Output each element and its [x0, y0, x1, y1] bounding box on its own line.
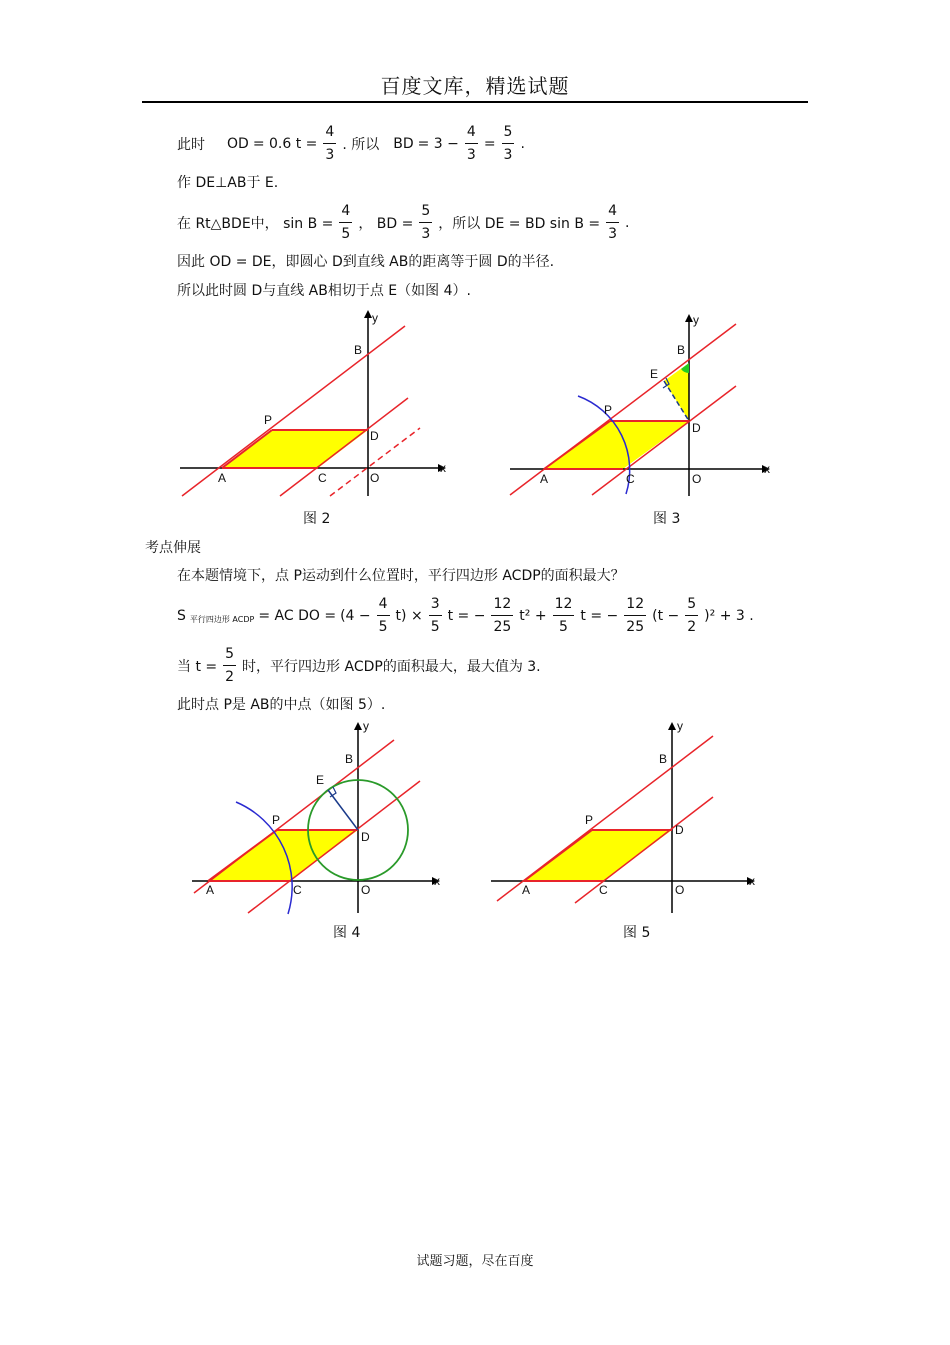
numerator: 5	[419, 200, 432, 223]
denominator: 2	[225, 669, 235, 685]
page-footer: 试题习题，尽在百度	[416, 1254, 534, 1269]
text: OD	[227, 135, 249, 152]
fraction	[624, 593, 646, 638]
figure-2	[170, 308, 460, 503]
numerator: 4	[323, 121, 336, 144]
label-a: A	[218, 471, 227, 485]
text: BD	[393, 135, 414, 152]
line-de: 作 DE⊥AB于 E.	[177, 175, 279, 191]
label-x: x	[749, 874, 755, 888]
label-c: C	[318, 471, 327, 485]
text: = 0.6 t =	[252, 135, 318, 152]
parallelogram-acdp	[208, 830, 358, 881]
text: )² + 3 .	[704, 607, 754, 624]
figure-4	[180, 718, 450, 918]
label-c: C	[293, 883, 302, 897]
figure-4-caption: 图 4	[333, 925, 361, 941]
label-d: D	[361, 830, 370, 844]
text: S	[177, 607, 186, 624]
figure-2-caption: 图 2	[303, 511, 331, 527]
text: 此时	[177, 136, 205, 153]
numerator: 4	[377, 593, 390, 616]
numerator: 5	[223, 643, 236, 666]
midpoint-statement: 此时点 P是 AB的中点（如图 5）.	[177, 697, 386, 713]
label-p: P	[272, 813, 281, 827]
header-rule	[142, 101, 808, 103]
fraction	[606, 200, 619, 245]
text: 时，平行四边形 ACDP的面积最大，最大值为 3.	[242, 658, 541, 675]
label-a: A	[206, 883, 215, 897]
y-arrow	[685, 314, 693, 322]
parallelogram-acdp	[544, 421, 689, 469]
denominator: 3	[421, 226, 431, 242]
denominator: 5	[378, 619, 388, 635]
fraction	[323, 121, 336, 166]
area-formula	[177, 593, 754, 638]
denominator: 25	[493, 619, 512, 635]
label-p: P	[585, 813, 594, 827]
denominator: 5	[341, 226, 351, 242]
label-x: x	[764, 462, 770, 476]
text: = 3 −	[417, 135, 459, 152]
numerator: 12	[624, 593, 646, 616]
figure-3	[500, 308, 790, 503]
fraction	[685, 593, 698, 638]
fraction	[429, 593, 442, 638]
numerator: 5	[685, 593, 698, 616]
label-o: O	[692, 472, 702, 486]
figure-3-caption: 图 3	[653, 511, 681, 527]
text: . 所以	[342, 136, 380, 153]
label-d: D	[370, 429, 379, 443]
numerator: 12	[491, 593, 513, 616]
label-e: E	[650, 367, 659, 381]
denominator: 3	[466, 147, 476, 163]
label-c: C	[626, 472, 635, 486]
line-od	[177, 121, 525, 166]
label-c: C	[599, 883, 608, 897]
subscript: 平行四边形 ACDP	[189, 615, 255, 624]
text: ，所以 DE = BD sin B =	[438, 215, 601, 232]
fraction	[223, 643, 236, 688]
fraction	[491, 593, 513, 638]
denominator: 25	[626, 619, 645, 635]
label-b: B	[345, 752, 354, 766]
label-x: x	[440, 461, 446, 475]
fraction	[502, 121, 515, 166]
text: t = −	[580, 607, 619, 624]
label-p: P	[264, 413, 273, 427]
numerator: 12	[553, 593, 575, 616]
numerator: 4	[465, 121, 478, 144]
text: (t −	[652, 607, 680, 624]
line-tangent: 所以此时圆 D与直线 AB相切于点 E（如图 4）.	[177, 283, 471, 299]
numerator: 5	[502, 121, 515, 144]
denominator: 5	[559, 619, 568, 635]
section-title: 考点伸展	[145, 540, 201, 556]
label-o: O	[675, 883, 685, 897]
label-a: A	[522, 883, 531, 897]
line-rt	[177, 200, 629, 245]
text: 在 Rt△BDE中， sin B =	[177, 215, 334, 232]
fraction	[465, 121, 478, 166]
numerator: 4	[606, 200, 619, 223]
numerator: 3	[429, 593, 442, 616]
max-statement	[177, 643, 541, 688]
extension-question: 在本题情境下，点 P运动到什么位置时，平行四边形 ACDP的面积最大？	[177, 568, 625, 584]
numerator: 4	[339, 200, 352, 223]
figure-5-caption: 图 5	[623, 925, 651, 941]
label-d: D	[675, 823, 684, 837]
label-y: y	[372, 311, 378, 325]
label-e: E	[316, 773, 325, 787]
denominator: 5	[430, 619, 440, 635]
fraction	[377, 593, 390, 638]
label-o: O	[361, 883, 371, 897]
y-arrow	[354, 722, 362, 730]
label-y: y	[677, 719, 683, 733]
label-y: y	[363, 719, 369, 733]
text: ， BD =	[358, 215, 414, 232]
fraction	[339, 200, 352, 245]
denominator: 2	[687, 619, 697, 635]
label-b: B	[659, 752, 668, 766]
label-d: D	[692, 421, 701, 435]
denominator: 3	[503, 147, 513, 163]
y-arrow	[364, 310, 372, 318]
page-title: 百度文库，精选试题	[380, 74, 570, 98]
label-b: B	[354, 343, 363, 357]
text: .	[625, 214, 630, 231]
denominator: 3	[325, 147, 335, 163]
text: 当 t =	[177, 658, 218, 675]
y-arrow	[668, 722, 676, 730]
fraction	[553, 593, 575, 638]
denominator: 3	[608, 226, 618, 242]
label-x: x	[434, 874, 440, 888]
label-a: A	[540, 472, 549, 486]
figure-5	[485, 718, 765, 918]
parallelogram-acdp	[524, 830, 672, 881]
text: t) ×	[395, 607, 423, 624]
line-therefore: 因此 OD = DE，即圆心 D到直线 AB的距离等于圆 D的半径.	[177, 254, 555, 270]
text: t² +	[519, 607, 547, 624]
text: =	[483, 135, 496, 152]
text: (4 −	[340, 607, 371, 624]
label-p: P	[604, 403, 613, 417]
fraction	[419, 200, 432, 245]
text: = AC DO =	[258, 607, 337, 624]
label-b: B	[677, 343, 686, 357]
text: t = −	[447, 607, 486, 624]
text: .	[520, 135, 525, 152]
label-o: O	[370, 471, 380, 485]
label-y: y	[693, 313, 699, 327]
